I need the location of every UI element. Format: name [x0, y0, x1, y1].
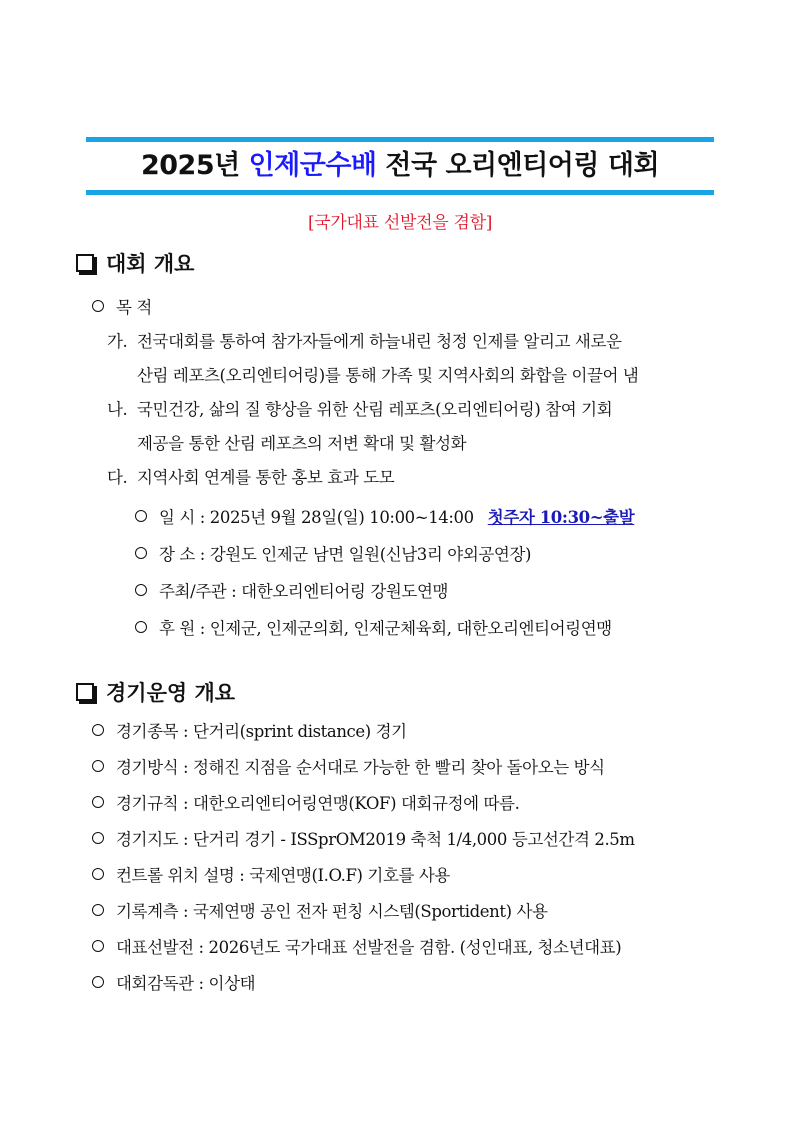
operation-item: 경기규칙 : 대한오리엔티어링연맹(KOF) 대회규정에 따름. — [92, 792, 519, 816]
purpose-item: 가. 전국대회를 통하여 참가자들에게 하늘내린 청정 인제를 알리고 새로운 — [107, 332, 622, 351]
circle-bullet-icon — [92, 724, 104, 736]
operation-item: 컨트롤 위치 설명 : 국제연맹(I.O.F) 기호를 사용 — [92, 864, 450, 888]
title-rule-bottom — [86, 190, 714, 195]
detail-venue: 장 소 : 강원도 인제군 남면 일원(신남3리 야외공연장) — [135, 543, 531, 567]
operation-item: 대표선발전 : 2026년도 국가대표 선발전을 겸함. (성인대표, 청소년대표) — [92, 936, 621, 960]
operation-item: 대회감독관 : 이상태 — [92, 972, 255, 996]
title-highlight: 인제군수배 — [248, 150, 377, 181]
section-title: 대회 개요 — [106, 252, 195, 276]
purpose-item-continued: 산림 레포츠(오리엔티어링)를 통해 가족 및 지역사회의 화합을 이끌어 냄 — [137, 366, 639, 385]
checkbox-icon — [76, 254, 94, 272]
circle-bullet-icon — [92, 868, 104, 880]
section-heading-operation — [76, 677, 235, 707]
title-rule-top — [86, 137, 714, 142]
checkbox-icon — [76, 683, 94, 701]
section-heading-overview — [76, 248, 194, 278]
page-title — [86, 146, 714, 186]
subtitle: [국가대표 선발전을 겸함] — [307, 213, 493, 233]
detail-sponsor: 후 원 : 인제군, 인제군의회, 인제군체육회, 대한오리엔티어링연맹 — [135, 617, 612, 641]
title-year: 2025년 — [140, 150, 249, 181]
purpose-item-continued: 제공을 통한 산림 레포츠의 저변 확대 및 활성화 — [137, 434, 467, 453]
circle-bullet-icon — [92, 940, 104, 952]
operation-item: 경기종목 : 단거리(sprint distance) 경기 — [92, 720, 407, 744]
first-runner-start: 첫주자 10:30~출발 — [487, 508, 635, 527]
purpose-item: 다. 지역사회 연계를 통한 홍보 효과 도모 — [107, 468, 395, 487]
detail-schedule: 일 시 : 2025년 9월 28일(일) 10:00~14:00 첫주자 10:30~출발 — [135, 506, 634, 530]
circle-bullet-icon — [92, 904, 104, 916]
circle-bullet-icon — [135, 510, 147, 522]
detail-host: 주최/주관 : 대한오리엔티어링 강원도연맹 — [135, 580, 448, 604]
circle-bullet-icon — [135, 621, 147, 633]
operation-item: 경기방식 : 정해진 지점을 순서대로 가능한 한 빨리 찾아 돌아오는 방식 — [92, 756, 605, 780]
circle-bullet-icon — [135, 584, 147, 596]
operation-item: 경기지도 : 단거리 경기 - ISSprOM2019 축척 1/4,000 등고선간격 2.5m — [92, 828, 635, 852]
circle-bullet-icon — [92, 832, 104, 844]
circle-bullet-icon — [92, 300, 104, 312]
circle-bullet-icon — [92, 760, 104, 772]
purpose-item: 나. 국민건강, 삶의 질 향상을 위한 산림 레포츠(오리엔티어링) 참여 기회 — [107, 400, 613, 419]
circle-bullet-icon — [92, 796, 104, 808]
title-rest: 전국 오리엔티어링 대회 — [376, 150, 660, 181]
operation-item: 기록계측 : 국제연맹 공인 전자 펀칭 시스템(Sportident) 사용 — [92, 900, 548, 924]
circle-bullet-icon — [135, 547, 147, 559]
section-title: 경기운영 개요 — [106, 681, 236, 705]
purpose-label: 목 적 — [92, 296, 152, 320]
circle-bullet-icon — [92, 976, 104, 988]
